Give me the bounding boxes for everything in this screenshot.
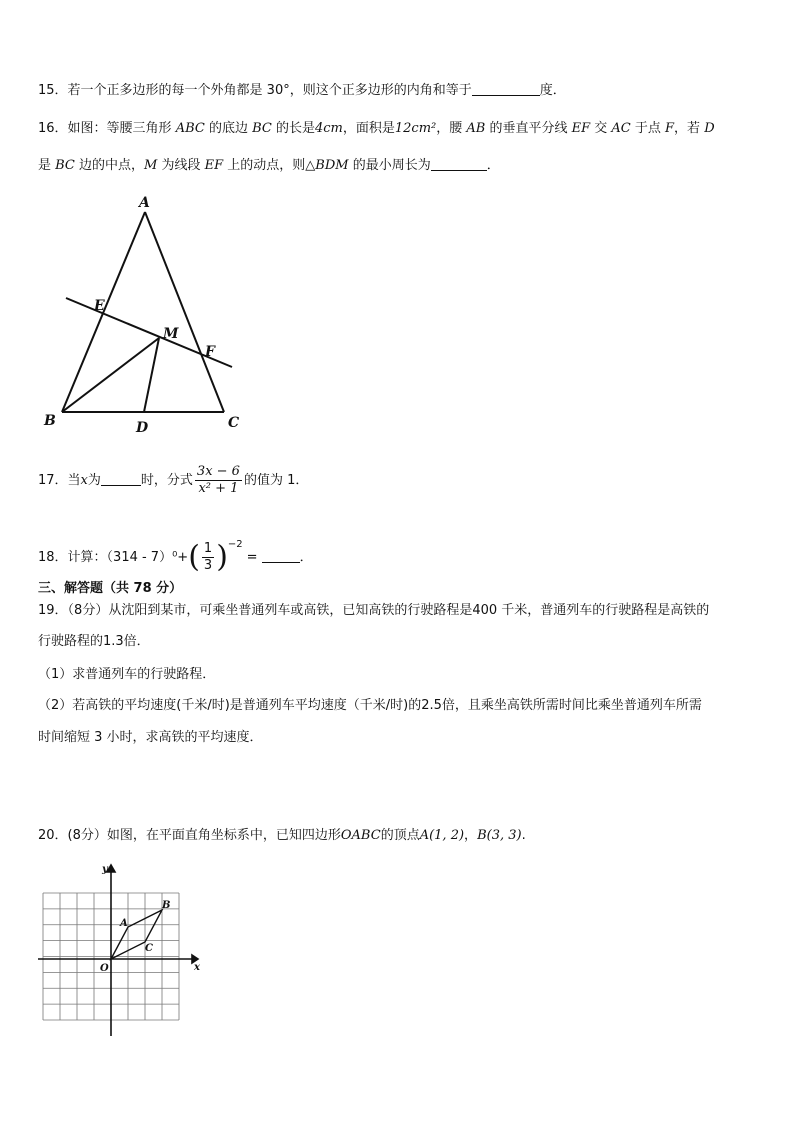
question-18 [38, 526, 313, 577]
label-c: C [228, 415, 240, 431]
q17-denominator: x² + 1 [198, 481, 239, 496]
q16-math: M [144, 158, 158, 173]
q16-math: BC [55, 158, 75, 173]
question-16-line-1 [38, 120, 715, 138]
label-y-axis: y [102, 864, 108, 875]
q20-math: OABC [340, 828, 381, 843]
q16-text: 于点 [630, 121, 666, 136]
q19-part-2-line-1: （2）若高铁的平均速度(千米/时)是普通列车平均速度（千米/时)的2.5倍，且乘坐高铁所需时间比乘坐普通列车所需 [38, 698, 702, 713]
q16-text: 16．如图：等腰三角形 [38, 121, 176, 136]
q15-text-end: 度． [539, 83, 566, 98]
side-ac [145, 212, 224, 412]
label-f: F [205, 344, 215, 360]
q20-text: 20．(8分）如图，在平面直角坐标系中，已知四边形 [38, 828, 341, 843]
q17-text: 为 [87, 473, 101, 488]
label-b: B [44, 413, 56, 429]
q16-math: EF [204, 158, 224, 173]
q17-answer-blank[interactable] [101, 472, 141, 486]
label-point-b: B [162, 900, 171, 911]
label-d: D [136, 420, 149, 436]
q16-math: EF [571, 121, 591, 136]
label-origin: O [100, 963, 109, 974]
quadrilateral-oabc [111, 910, 162, 959]
q16-math: D [704, 121, 715, 136]
q16-math: ABC [175, 121, 205, 136]
question-20 [38, 827, 526, 845]
q20-text: 的顶点 [380, 828, 420, 843]
label-point-a: A [120, 918, 128, 929]
q16-text: ，若 [674, 121, 705, 136]
q17-math: x [80, 473, 88, 488]
q16-math: 4cm [314, 121, 343, 136]
q16-text: 为线段 [157, 158, 205, 173]
label-e: E [94, 298, 105, 314]
q16-math: F [665, 121, 675, 136]
q20-text-end: . [521, 828, 526, 843]
q15-answer-blank[interactable] [472, 82, 540, 96]
q16-math: AC [611, 121, 631, 136]
q18-equals: = [246, 550, 258, 565]
q16-answer-blank[interactable] [431, 157, 487, 171]
q18-answer-blank[interactable] [262, 549, 300, 563]
q16-text: ，面积是 [342, 121, 395, 136]
q16-math: AB [466, 121, 486, 136]
q20-coordinate-figure [34, 860, 204, 1040]
q16-math: BDM [315, 158, 349, 173]
q16-text: 的最小周长为 [348, 158, 431, 173]
q16-text: 的垂直平分线 [485, 121, 572, 136]
q16-text: 边的中点， [74, 158, 145, 173]
q18-numerator: 1 [203, 541, 213, 556]
section-title: 三、解答题（共 78 分） [38, 581, 183, 596]
q15-text: 15．若一个正多边形的每一个外角都是 30°，则这个正多边形的内角和等于 [38, 83, 472, 98]
q16-text-end: ． [486, 158, 500, 173]
q16-math: 12cm² [394, 121, 437, 136]
q20-point-a: A(1, 2) [419, 828, 465, 843]
question-17 [38, 462, 308, 500]
q17-text: 的值为 1． [243, 473, 309, 488]
q17-text: 17．当 [38, 473, 81, 488]
q18-exponent: −2 [227, 539, 243, 550]
label-x-axis: x [194, 962, 200, 973]
y-axis-arrow [107, 865, 115, 872]
q19-part-2-line-2: 时间缩短 3 小时，求高铁的平均速度． [38, 730, 263, 745]
q18-paren: ) [216, 539, 228, 575]
q16-text: 的底边 [204, 121, 253, 136]
q18-fraction [202, 541, 214, 574]
q20-text: ， [464, 828, 478, 843]
q19-line-1: 19．（8分）从沈阳到某市，可乘坐普通列车或高铁，已知高铁的行驶路程是400 千米，普通列车的行驶路程是高铁的 [38, 603, 710, 618]
q19-line-2: 行驶路程的1.3倍． [38, 634, 150, 649]
q16-text: 交 [590, 121, 612, 136]
question-16-line-2 [38, 157, 500, 175]
q18-paren: ( [188, 539, 200, 575]
q16-math: BC [252, 121, 272, 136]
label-m: M [163, 326, 179, 342]
q20-point-b: B(3, 3) [477, 828, 522, 843]
q18-denominator: 3 [203, 558, 213, 573]
question-15 [38, 82, 566, 100]
segment-dm [144, 338, 159, 412]
label-a: A [139, 195, 150, 211]
q19-part-1: （1）求普通列车的行驶路程． [38, 667, 216, 682]
q17-fraction [195, 464, 242, 497]
label-point-c: C [145, 943, 153, 954]
q16-text: 上的动点，则△ [223, 158, 316, 173]
q16-text: ，腰 [436, 121, 467, 136]
q18-text-end: ． [299, 550, 313, 565]
q18-text: 18．计算：（314 - 7）⁰+ [38, 550, 189, 565]
q16-text: 的长是 [271, 121, 315, 136]
q17-text: 时，分式 [140, 473, 193, 488]
q17-numerator: 3x − 6 [196, 464, 240, 479]
q16-text: 是 [38, 158, 56, 173]
q16-triangle-figure [36, 190, 246, 440]
